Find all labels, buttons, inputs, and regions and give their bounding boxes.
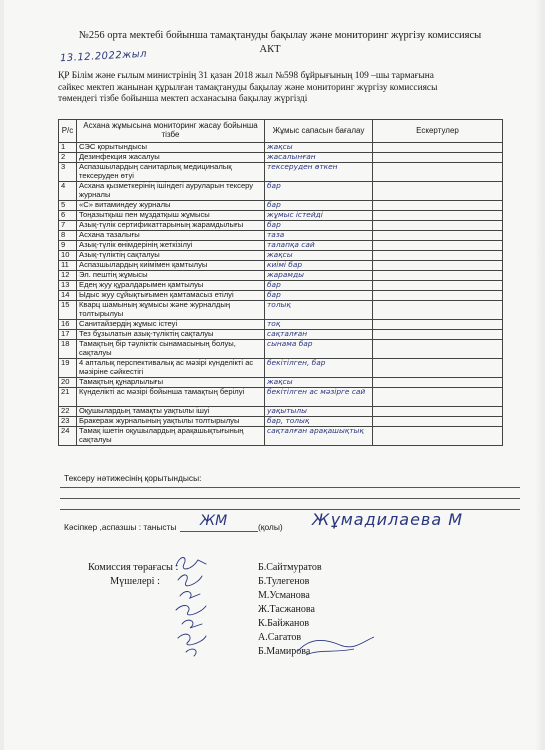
row-notes <box>373 143 503 153</box>
table-row <box>59 320 503 330</box>
row-item: Едең жуу құралдарымен қамтылуы <box>77 281 265 291</box>
row-notes <box>373 281 503 291</box>
row-grade: тексеруден өткен <box>265 163 373 182</box>
divider-line <box>60 487 520 488</box>
scan-edge <box>0 0 4 750</box>
row-item: Ыдыс жуу сұйықтығымен қамтамасыз етілуі <box>77 291 265 301</box>
row-grade: бар <box>265 291 373 301</box>
row-notes <box>373 182 503 201</box>
row-notes <box>373 359 503 378</box>
row-number: 6 <box>59 211 77 221</box>
column-header-num: Р/с <box>59 120 77 143</box>
table-body <box>59 143 503 446</box>
table-row <box>59 330 503 340</box>
table-row <box>59 378 503 388</box>
sign-label: (қолы) <box>258 522 283 532</box>
row-item: Эл. пештің жұмысы <box>77 271 265 281</box>
table-row <box>59 281 503 291</box>
row-grade: жақсы <box>265 143 373 153</box>
row-grade: бекітілген ас мәзірге сай <box>265 388 373 407</box>
chair-name: Б.Сайтмуратов <box>258 562 322 573</box>
row-number: 4 <box>59 182 77 201</box>
row-item: Тез бұзылатын азық-түліктің сақталуы <box>77 330 265 340</box>
row-grade: сақталған арақашықтық <box>265 427 373 446</box>
row-item: Азық-түлік өнімдерінің жеткізілуі <box>77 241 265 251</box>
table-row <box>59 427 503 446</box>
row-item: Тамақтың құнарлылығы <box>77 378 265 388</box>
table-row <box>59 251 503 261</box>
row-item: Күнделікті ас мәзірі бойынша тамақтың берілуі <box>77 388 265 407</box>
row-number: 13 <box>59 281 77 291</box>
row-notes <box>373 388 503 407</box>
row-number: 22 <box>59 407 77 417</box>
row-number: 24 <box>59 427 77 446</box>
row-notes <box>373 378 503 388</box>
monitoring-table <box>58 119 503 446</box>
divider-line <box>60 498 520 499</box>
signature-line <box>180 531 258 532</box>
row-grade: киімі бар <box>265 261 373 271</box>
row-item: Санитайзердің жұмыс істеуі <box>77 320 265 330</box>
row-grade: жұмыс істейді <box>265 211 373 221</box>
row-notes <box>373 241 503 251</box>
table-header-row <box>59 120 503 143</box>
row-grade: жақсы <box>265 378 373 388</box>
chair-label: Комиссия төрағасы : <box>88 562 179 573</box>
row-notes <box>373 417 503 427</box>
row-grade: жасалынған <box>265 153 373 163</box>
row-grade: жарамды <box>265 271 373 281</box>
table-row <box>59 291 503 301</box>
member-name: Ж.Тасжанова <box>258 604 315 615</box>
row-notes <box>373 330 503 340</box>
row-notes <box>373 340 503 359</box>
row-number: 3 <box>59 163 77 182</box>
row-notes <box>373 261 503 271</box>
row-item: Оқушылардың тамақты уақтылы ішуі <box>77 407 265 417</box>
row-notes <box>373 320 503 330</box>
row-notes <box>373 153 503 163</box>
table-row <box>59 261 503 271</box>
row-number: 10 <box>59 251 77 261</box>
row-number: 18 <box>59 340 77 359</box>
row-number: 17 <box>59 330 77 340</box>
row-number: 20 <box>59 378 77 388</box>
row-number: 7 <box>59 221 77 231</box>
row-item: «С» витаминдеу журналы <box>77 201 265 211</box>
column-header-item: Асхана жұмысына мониторинг жасау бойынша тізбе <box>77 120 265 143</box>
row-number: 14 <box>59 291 77 301</box>
row-number: 5 <box>59 201 77 211</box>
row-item: Асхана қызметкерінің ішіндегі ауруларын тексеру журналы <box>77 182 265 201</box>
member-name: Б.Мамирова <box>258 646 311 657</box>
table-row <box>59 153 503 163</box>
member-name: А.Сагатов <box>258 632 302 643</box>
row-number: 8 <box>59 231 77 241</box>
row-item: Аспазшылардың санитарлық медициналық тексеруден өтуі <box>77 163 265 182</box>
row-item: Бракераж журналының уақтылы толтырылуы <box>77 417 265 427</box>
table-row <box>59 417 503 427</box>
intro-line: сәйкес мектеп жанынан құрылған тамақтануды бақылау және мониторинг жүргізу комиссиясы <box>58 82 438 93</box>
row-number: 15 <box>59 301 77 320</box>
row-grade: бар <box>265 281 373 291</box>
scan-shadow <box>535 0 545 750</box>
table-row <box>59 359 503 378</box>
row-item: СЭС қорытындысы <box>77 143 265 153</box>
row-notes <box>373 201 503 211</box>
table-row <box>59 163 503 182</box>
row-item: Асхана тазалығы <box>77 231 265 241</box>
row-notes <box>373 211 503 221</box>
member-signature-scribble <box>296 633 376 659</box>
row-grade: бар <box>265 221 373 231</box>
row-item: 4 апталық перспективалық ас мәзірі күнделікті ас мәзіріне сәйкестігі <box>77 359 265 378</box>
row-number: 19 <box>59 359 77 378</box>
row-number: 16 <box>59 320 77 330</box>
result-label: Тексеру нәтижесінің қорытындысы: <box>64 473 202 483</box>
handwritten-signature: ЖМ <box>200 513 228 529</box>
row-number: 23 <box>59 417 77 427</box>
acknowledge-label: Кәсіпкер ,аспазшы : танысты <box>64 522 177 532</box>
row-notes <box>373 163 503 182</box>
row-item: Тоңазытқыш пен мұздатқыш жұмысы <box>77 211 265 221</box>
row-grade: сақталған <box>265 330 373 340</box>
row-grade: тоқ <box>265 320 373 330</box>
row-grade: таза <box>265 231 373 241</box>
table-row <box>59 143 503 153</box>
handwritten-name: Жұмадилаева М <box>312 510 464 529</box>
intro-paragraph <box>58 71 498 106</box>
table-row <box>59 211 503 221</box>
row-notes <box>373 231 503 241</box>
row-notes <box>373 427 503 446</box>
member-name: Б.Тулегенов <box>258 576 310 587</box>
table-row <box>59 221 503 231</box>
row-notes <box>373 271 503 281</box>
row-item: Кварц шамының жұмысы және журналдың толтырылуы <box>77 301 265 320</box>
handwritten-date: 13.12.2022жыл <box>59 48 148 65</box>
member-name: М.Усманова <box>258 590 310 601</box>
document-title: №256 орта мектебі бойынша тамақтануды бақылау және мониторинг жүргізу комиссиясы <box>78 30 482 41</box>
document-subtitle: АКТ <box>259 44 281 55</box>
row-grade: бекітілген, бар <box>265 359 373 378</box>
row-item: Азық-түлік сертификаттарының жарамдылығы <box>77 221 265 231</box>
row-item: Азық-түліктің сақталуы <box>77 251 265 261</box>
table-row <box>59 388 503 407</box>
intro-line: ҚР Білім және ғылым министрінің 31 қазан 2018 жыл №598 бұйрығының 109 –шы тармағына <box>58 71 434 81</box>
row-grade: сынама бар <box>265 340 373 359</box>
row-grade: бар <box>265 201 373 211</box>
table-row <box>59 182 503 201</box>
table-row <box>59 201 503 211</box>
row-grade: бар, толық <box>265 417 373 427</box>
table-row <box>59 231 503 241</box>
row-notes <box>373 301 503 320</box>
row-grade: бар <box>265 182 373 201</box>
table-row <box>59 271 503 281</box>
row-number: 9 <box>59 241 77 251</box>
commission-signatures <box>172 552 262 662</box>
intro-line: төмендегі тізбе бойынша мектеп асханасына бақылау жүргізді <box>58 94 308 104</box>
row-grade: уақытылы <box>265 407 373 417</box>
column-header-grade: Жұмыс сапасын бағалау <box>265 120 373 143</box>
table-row <box>59 241 503 251</box>
row-number: 12 <box>59 271 77 281</box>
table-row <box>59 407 503 417</box>
row-item: Тамақ ішетін оқушылардың арақашықтығының сақталуы <box>77 427 265 446</box>
table-row <box>59 301 503 320</box>
row-notes <box>373 291 503 301</box>
row-item: Тамақтың бір тәуліктік сынамасының болуы, сақталуы <box>77 340 265 359</box>
members-label: Мүшелері : <box>110 576 160 587</box>
row-number: 11 <box>59 261 77 271</box>
row-number: 1 <box>59 143 77 153</box>
row-grade: толық <box>265 301 373 320</box>
row-notes <box>373 407 503 417</box>
row-item: Аспазшылардың киімімен қамтылуы <box>77 261 265 271</box>
row-grade: жақсы <box>265 251 373 261</box>
row-item: Дезинфекция жасалуы <box>77 153 265 163</box>
row-number: 2 <box>59 153 77 163</box>
row-number: 21 <box>59 388 77 407</box>
row-notes <box>373 221 503 231</box>
row-grade: талапқа сай <box>265 241 373 251</box>
member-name: К.Байжанов <box>258 618 310 629</box>
column-header-notes: Ескертулер <box>373 120 503 143</box>
table-row <box>59 340 503 359</box>
row-notes <box>373 251 503 261</box>
